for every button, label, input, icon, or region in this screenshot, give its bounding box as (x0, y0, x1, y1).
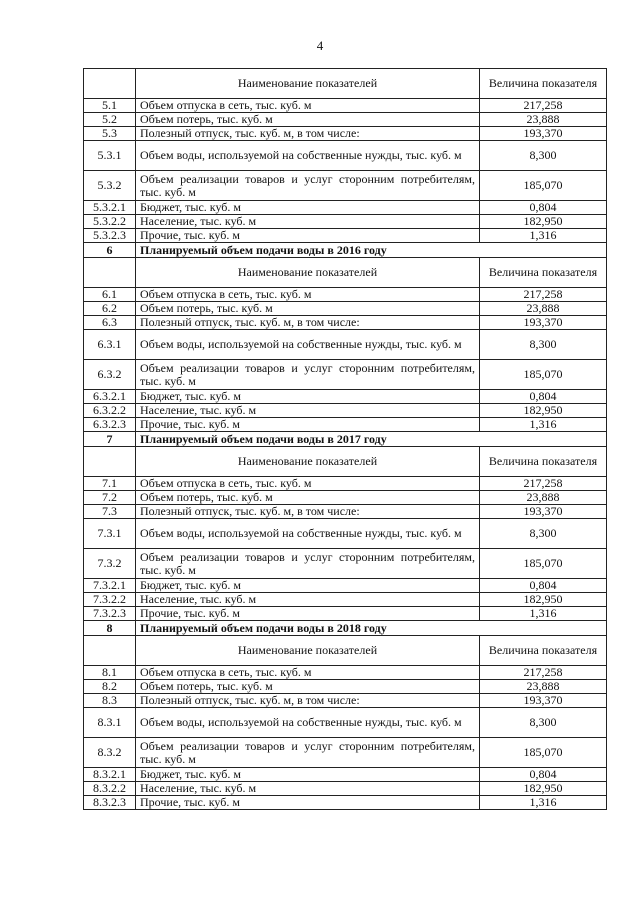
row-name: Объем отпуска в сеть, тыс. куб. м (136, 99, 480, 113)
row-number: 5.3.2 (84, 171, 136, 201)
row-name: Объем отпуска в сеть, тыс. куб. м (136, 666, 480, 680)
row-value: 185,070 (480, 171, 607, 201)
row-name: Население, тыс. куб. м (136, 404, 480, 418)
row-value: 217,258 (480, 666, 607, 680)
row-value: 182,950 (480, 404, 607, 418)
header-value: Величина показателя (480, 258, 607, 288)
row-name: Полезный отпуск, тыс. куб. м, в том числе: (136, 127, 480, 141)
table-body (84, 69, 607, 810)
table-row (84, 360, 607, 390)
header-name: Наименование показателей (136, 636, 480, 666)
row-value: 1,316 (480, 796, 607, 810)
row-name: Объем потерь, тыс. куб. м (136, 680, 480, 694)
row-value: 182,950 (480, 215, 607, 229)
row-name: Бюджет, тыс. куб. м (136, 390, 480, 404)
row-name: Бюджет, тыс. куб. м (136, 768, 480, 782)
row-name: Полезный отпуск, тыс. куб. м, в том числе: (136, 505, 480, 519)
row-number: 8.3.2.3 (84, 796, 136, 810)
row-number: 6.3.2 (84, 360, 136, 390)
header-row (84, 636, 607, 666)
table-row (84, 201, 607, 215)
row-number: 8.3.2 (84, 738, 136, 768)
row-name: Объем воды, используемой на собственные нужды, тыс. куб. м (136, 708, 480, 738)
table-row (84, 708, 607, 738)
header-value: Величина показателя (480, 447, 607, 477)
row-number: 6.1 (84, 288, 136, 302)
row-number: 8.3.2.2 (84, 782, 136, 796)
table-row (84, 579, 607, 593)
table-row (84, 549, 607, 579)
table-row (84, 99, 607, 113)
row-name: Население, тыс. куб. м (136, 782, 480, 796)
row-name: Бюджет, тыс. куб. м (136, 579, 480, 593)
row-name: Объем реализации товаров и услуг сторонним потребителям, тыс. куб. м (136, 738, 480, 768)
row-value: 0,804 (480, 201, 607, 215)
row-number: 5.1 (84, 99, 136, 113)
row-value: 185,070 (480, 360, 607, 390)
row-value: 8,300 (480, 519, 607, 549)
section-row (84, 621, 607, 636)
header-number-cell (84, 636, 136, 666)
row-name: Объем реализации товаров и услуг сторонним потребителям, тыс. куб. м (136, 360, 480, 390)
row-number: 5.3 (84, 127, 136, 141)
header-row (84, 447, 607, 477)
row-name: Бюджет, тыс. куб. м (136, 201, 480, 215)
row-value: 193,370 (480, 127, 607, 141)
row-number: 5.3.2.1 (84, 201, 136, 215)
section-number: 8 (84, 621, 136, 636)
row-value: 8,300 (480, 141, 607, 171)
row-name: Полезный отпуск, тыс. куб. м, в том числе: (136, 316, 480, 330)
table-row (84, 330, 607, 360)
table-row (84, 768, 607, 782)
row-value: 8,300 (480, 330, 607, 360)
table-row (84, 593, 607, 607)
table-row (84, 229, 607, 243)
table-row (84, 694, 607, 708)
table-row (84, 418, 607, 432)
row-value: 0,804 (480, 768, 607, 782)
row-value: 217,258 (480, 477, 607, 491)
row-value: 217,258 (480, 99, 607, 113)
row-name: Объем реализации товаров и услуг сторонним потребителям, тыс. куб. м (136, 171, 480, 201)
section-title: Планируемый объем подачи воды в 2018 году (136, 621, 607, 636)
header-name: Наименование показателей (136, 69, 480, 99)
row-name: Объем отпуска в сеть, тыс. куб. м (136, 477, 480, 491)
table-row (84, 171, 607, 201)
row-name: Население, тыс. куб. м (136, 593, 480, 607)
row-number: 8.2 (84, 680, 136, 694)
table-row (84, 666, 607, 680)
row-number: 6.3.1 (84, 330, 136, 360)
table-row (84, 141, 607, 171)
row-value: 0,804 (480, 579, 607, 593)
row-value: 185,070 (480, 738, 607, 768)
row-number: 6.3.2.1 (84, 390, 136, 404)
row-number: 6.2 (84, 302, 136, 316)
row-value: 23,888 (480, 680, 607, 694)
row-number: 8.3.1 (84, 708, 136, 738)
row-number: 6.3.2.3 (84, 418, 136, 432)
row-value: 217,258 (480, 288, 607, 302)
header-name: Наименование показателей (136, 258, 480, 288)
row-name: Объем отпуска в сеть, тыс. куб. м (136, 288, 480, 302)
row-number: 5.3.2.2 (84, 215, 136, 229)
row-name: Объем потерь, тыс. куб. м (136, 491, 480, 505)
row-name: Полезный отпуск, тыс. куб. м, в том числе: (136, 694, 480, 708)
row-value: 1,316 (480, 229, 607, 243)
row-value: 193,370 (480, 694, 607, 708)
table-row (84, 505, 607, 519)
table-row (84, 302, 607, 316)
row-number: 6.3.2.2 (84, 404, 136, 418)
table-row (84, 738, 607, 768)
row-name: Объем воды, используемой на собственные нужды, тыс. куб. м (136, 330, 480, 360)
row-number: 7.3.2.1 (84, 579, 136, 593)
row-value: 185,070 (480, 549, 607, 579)
row-value: 23,888 (480, 113, 607, 127)
row-name: Объем воды, используемой на собственные нужды, тыс. куб. м (136, 141, 480, 171)
row-name: Объем потерь, тыс. куб. м (136, 113, 480, 127)
header-number-cell (84, 258, 136, 288)
row-number: 8.1 (84, 666, 136, 680)
row-number: 7.3.1 (84, 519, 136, 549)
row-value: 1,316 (480, 418, 607, 432)
row-value: 8,300 (480, 708, 607, 738)
section-number: 7 (84, 432, 136, 447)
row-value: 23,888 (480, 491, 607, 505)
row-value: 193,370 (480, 316, 607, 330)
table-row (84, 215, 607, 229)
indicators-table (83, 68, 607, 810)
row-name: Прочие, тыс. куб. м (136, 418, 480, 432)
section-number: 6 (84, 243, 136, 258)
header-row (84, 69, 607, 99)
table-row (84, 680, 607, 694)
row-name: Объем потерь, тыс. куб. м (136, 302, 480, 316)
row-value: 23,888 (480, 302, 607, 316)
table-row (84, 491, 607, 505)
row-value: 182,950 (480, 782, 607, 796)
row-number: 8.3.2.1 (84, 768, 136, 782)
row-value: 182,950 (480, 593, 607, 607)
row-number: 7.1 (84, 477, 136, 491)
row-name: Прочие, тыс. куб. м (136, 796, 480, 810)
section-row (84, 243, 607, 258)
page-number: 4 (316, 38, 324, 53)
header-value: Величина показателя (480, 69, 607, 99)
table-row (84, 607, 607, 621)
section-title: Планируемый объем подачи воды в 2017 году (136, 432, 607, 447)
table-row (84, 796, 607, 810)
section-title: Планируемый объем подачи воды в 2016 году (136, 243, 607, 258)
row-number: 5.3.2.3 (84, 229, 136, 243)
row-number: 6.3 (84, 316, 136, 330)
row-name: Прочие, тыс. куб. м (136, 607, 480, 621)
table-row (84, 519, 607, 549)
row-name: Население, тыс. куб. м (136, 215, 480, 229)
table-row (84, 782, 607, 796)
row-number: 7.3.2 (84, 549, 136, 579)
table-row (84, 404, 607, 418)
row-number: 8.3 (84, 694, 136, 708)
row-value: 1,316 (480, 607, 607, 621)
header-number-cell (84, 69, 136, 99)
row-number: 5.3.1 (84, 141, 136, 171)
row-name: Прочие, тыс. куб. м (136, 229, 480, 243)
row-name: Объем реализации товаров и услуг сторонним потребителям, тыс. куб. м (136, 549, 480, 579)
row-value: 0,804 (480, 390, 607, 404)
row-number: 7.3.2.2 (84, 593, 136, 607)
header-name: Наименование показателей (136, 447, 480, 477)
row-value: 193,370 (480, 505, 607, 519)
table-row (84, 316, 607, 330)
row-number: 7.3.2.3 (84, 607, 136, 621)
table-row (84, 127, 607, 141)
header-number-cell (84, 447, 136, 477)
section-row (84, 432, 607, 447)
table-row (84, 477, 607, 491)
row-number: 7.3 (84, 505, 136, 519)
row-number: 5.2 (84, 113, 136, 127)
header-value: Величина показателя (480, 636, 607, 666)
row-name: Объем воды, используемой на собственные нужды, тыс. куб. м (136, 519, 480, 549)
table-row (84, 113, 607, 127)
table-row (84, 390, 607, 404)
row-number: 7.2 (84, 491, 136, 505)
header-row (84, 258, 607, 288)
table-row (84, 288, 607, 302)
